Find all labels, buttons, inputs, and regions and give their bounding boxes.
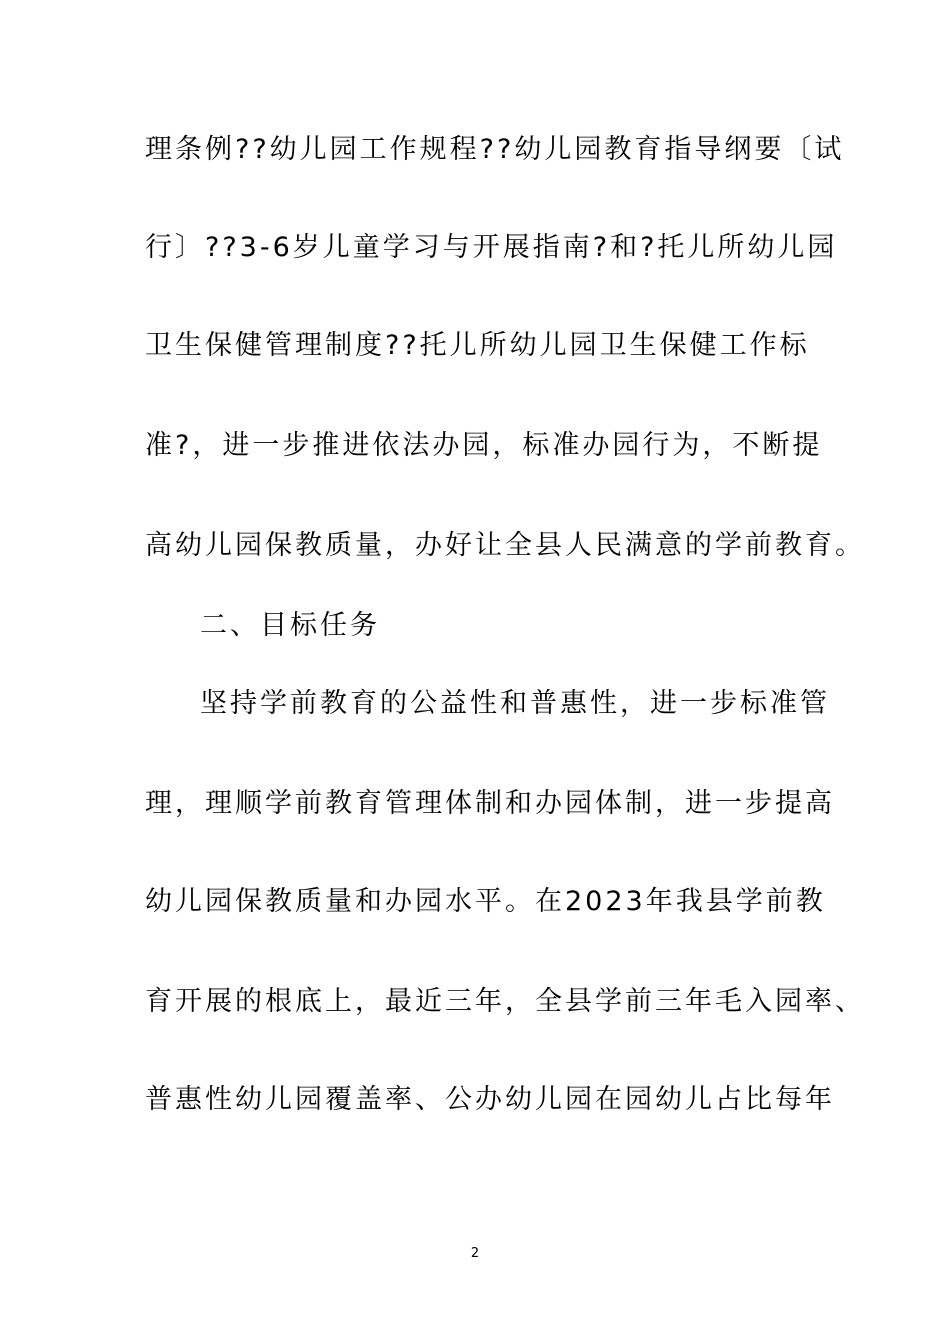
page-number: 2 bbox=[470, 1246, 480, 1261]
paragraph-line: 普惠性幼儿园覆盖率、公办幼儿园在园幼儿占比每年 bbox=[145, 1084, 835, 1115]
text-line: 卫生保健管理制度??托儿所幼儿园卫生保健工作标 bbox=[145, 330, 810, 361]
paragraph-line: 幼儿园保教质量和办园水平。在2023年我县学前教 bbox=[145, 886, 826, 917]
paragraph-line: 育开展的根底上，最近三年，全县学前三年毛入园率、 bbox=[145, 986, 865, 1017]
text-line: 准?，进一步推进依法办园，标准办园行为，不断提 bbox=[145, 430, 823, 461]
paragraph-line: 坚持学前教育的公益性和普惠性，进一步标准管 bbox=[200, 688, 830, 719]
text-line: 行〕??3-6岁儿童学习与开展指南?和?托儿所幼儿园 bbox=[145, 232, 838, 263]
section-heading: 二、目标任务 bbox=[200, 610, 380, 641]
text-line: 高幼儿园保教质量，办好让全县人民满意的学前教育。 bbox=[145, 530, 865, 561]
text-line: 理条例??幼儿园工作规程??幼儿园教育指导纲要〔试 bbox=[145, 134, 845, 165]
paragraph-line: 理，理顺学前教育管理体制和办园体制，进一步提高 bbox=[145, 788, 835, 819]
